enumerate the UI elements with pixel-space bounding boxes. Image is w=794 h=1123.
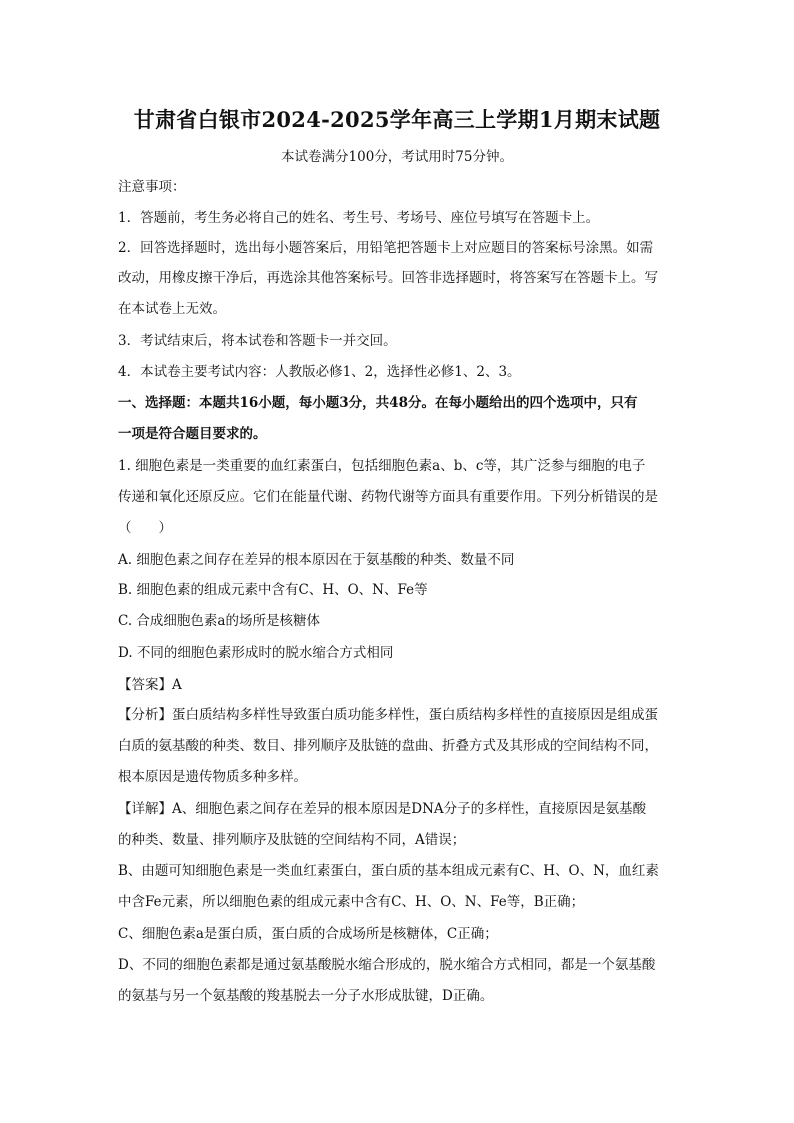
- notice-heading: 注意事项：: [118, 179, 186, 195]
- answer-blank: （ ）: [118, 520, 172, 536]
- notice-line: 改动，用橡皮擦干净后，再选涂其他答案标号。回答非选择题时，将答案写在答题卡上。写: [118, 270, 658, 286]
- detail-line: B、由题可知细胞色素是一类血红素蛋白，蛋白质的基本组成元素有C、H、O、N，血红素: [118, 863, 659, 879]
- analysis-line: 白质的氨基酸的种类、数目、排列顺序及肽链的盘曲、折叠方式及其形成的空间结构不同，: [118, 738, 658, 754]
- detail-line: 的种类、数量、排列顺序及肽链的空间结构不同，A错误；: [118, 832, 466, 848]
- detail-line: C、细胞色素a是蛋白质，蛋白质的合成场所是核糖体，C正确；: [118, 926, 498, 942]
- notice-line: 1．答题前，考生务必将自己的姓名、考生号、考场号、座位号填写在答题卡上。: [118, 210, 600, 226]
- detail-line: 的氨基与另一个氨基酸的羧基脱去一分子水形成肽键，D正确。: [118, 988, 494, 1004]
- answer-line: 【答案】A: [118, 677, 182, 693]
- exam-info: 本试卷满分100分，考试用时75分钟。: [281, 149, 513, 165]
- section-heading: 一、选择题：本题共16小题，每小题3分，共48分。在每小题给出的四个选项中，只有: [118, 395, 638, 411]
- analysis-line: 【分析】蛋白质结构多样性导致蛋白质功能多样性，蛋白质结构多样性的直接原因是组成蛋: [118, 707, 658, 723]
- notice-line: 在本试卷上无效。: [118, 301, 226, 317]
- page-title: 甘肃省白银市2024-2025学年高三上学期1月期末试题: [133, 107, 661, 132]
- notice-line: 3．考试结束后，将本试卷和答题卡一并交回。: [118, 333, 397, 349]
- section-heading: 一项是符合题目要求的。: [118, 426, 267, 442]
- analysis-line: 根本原因是遗传物质多种多样。: [118, 769, 307, 785]
- option-b: B. 细胞色素的组成元素中含有C、H、O、N、Fe等: [118, 582, 428, 598]
- option-d: D. 不同的细胞色素形成时的脱水缩合方式相同: [118, 645, 394, 661]
- detail-line: 中含Fe元素，所以细胞色素的组成元素中含有C、H、O、N、Fe等，B正确；: [118, 894, 585, 910]
- option-a: A. 细胞色素之间存在差异的根本原因在于氨基酸的种类、数量不同: [118, 552, 515, 568]
- question-stem: 1. 细胞色素是一类重要的血红素蛋白，包括细胞色素a、b、c等，其广泛参与细胞的电子: [118, 458, 646, 474]
- notice-line: 2．回答选择题时，选出每小题答案后，用铅笔把答题卡上对应题目的答案标号涂黑。如需: [118, 240, 654, 256]
- detail-line: D、不同的细胞色素都是通过氨基酸脱水缩合形成的，脱水缩合方式相同，都是一个氨基酸: [118, 957, 656, 973]
- question-stem: 传递和氧化还原反应。它们在能量代谢、药物代谢等方面具有重要作用。下列分析错误的是: [118, 489, 658, 505]
- detail-line: 【详解】A、细胞色素之间存在差异的根本原因是DNA分子的多样性，直接原因是氨基酸: [118, 801, 647, 817]
- notice-line: 4．本试卷主要考试内容：人教版必修1、2，选择性必修1、2、3。: [118, 364, 521, 380]
- option-c: C. 合成细胞色素a的场所是核糖体: [118, 613, 320, 629]
